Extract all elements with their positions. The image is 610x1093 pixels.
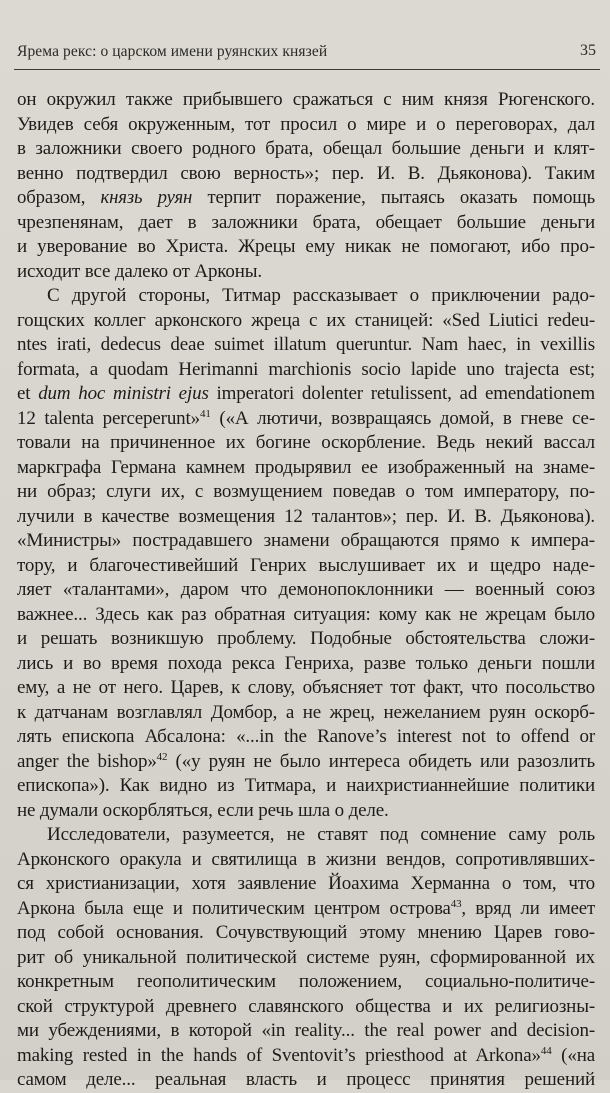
text-line: formata, a quodam Herimanni marchionis socio lapide uno trajecta est; [17, 358, 595, 380]
text-line: Аркона была еще и политическим центром острова$^{43}$, вряд ли имеет [17, 897, 595, 919]
text-line: маркграфа Германа камнем продырявил ее изображенный на знаме- [17, 456, 595, 478]
text-line: он окружил также прибывшего сражаться с ним князя Рюгенского. [17, 89, 595, 110]
footnote-ref: 44 [540, 1044, 552, 1057]
text-line: Арконского оракула и святилища в жизни вендов, сопротивлявших- [17, 848, 595, 870]
text-line: ской структурой древнего славянского общества и их религиозны- [17, 995, 595, 1017]
footnote-ref: 43 [450, 897, 462, 910]
text-line: ся христианизации, хотя заявление Йоахима Херманна о том, что [17, 873, 595, 894]
running-title: Ярема рекс: о царском имени руянских князей [17, 43, 328, 60]
body-text [17, 88, 595, 1093]
text-line: et dum hoc ministri ejus imperatori dolenter retulissent, ad emendationem [17, 383, 595, 404]
text-line: и решать возникшую проблему. Подобные обстоятельства сложи- [17, 628, 595, 649]
text-line: тору, и благочестивейший Генрих выслушивает их и щедро наде- [17, 554, 595, 576]
running-head [17, 40, 596, 70]
footnote-ref: 41 [200, 407, 211, 420]
text-line: «Министры» пострадавшего знамени обращаются прямо к импера- [17, 530, 595, 551]
text-line: в заложники своего родного брата, обещал большие деньги и клят- [17, 138, 595, 159]
text-line: конкретным геополитическим положением, социально-политиче- [17, 971, 595, 992]
text-line: к датчанам возглавлял Домбор, а не жрец, нежеланием руян оскорб- [17, 701, 595, 723]
text-line: лись и во время похода рекса Генриха, разве только деньги пошли [17, 652, 595, 674]
text-line: С другой стороны, Титмар рассказывает о приключении радо- [47, 285, 595, 306]
header-rule [14, 69, 600, 70]
text-line: Исследователи, разумеется, не ставят под сомнение саму роль [47, 824, 595, 845]
text-line: под собой основания. Сочувствующий этому мнению Царев гово- [17, 922, 595, 943]
text-line: ни образ; слуги их, с возмущением поведав о том императору, по- [17, 481, 595, 502]
text-line: Увидев себя окруженным, тот просил о мире и о переговорах, дал [17, 113, 595, 135]
text-line: венно подтвердил свою верность»; пер. И. В. Дьяконова). Таким [17, 162, 595, 184]
text-line: ми убеждениями, в которой «in reality... the real power and decision- [17, 1020, 595, 1041]
text-line: 12 talenta perceperunt»$^{41}$ («А лютичи, возвращаясь домой, в гневе се- [17, 407, 595, 429]
text-line: гощских коллег арконского жреца с их станицей: «Sed Liutici redeu- [17, 309, 595, 331]
text-line: ляет «талантами», даром что демонопоклонники — военный союз [17, 579, 595, 600]
text-line: anger the bishop»$^{42}$ («у руян не было интереса обидеть или разозлить [17, 750, 595, 772]
text-line: важнее... Здесь как раз обратная ситуация: кому как не жрецам было [17, 603, 595, 625]
text-line: making rested in the hands of Sventovit’s priesthood at Arkona»$^{44}$ («на [17, 1044, 595, 1066]
text-line: епископа»). Как видно из Титмара, и наихристианнейшие политики [17, 775, 595, 796]
text-line: исходит все далеко от Арконы. [17, 260, 262, 282]
text-line: товали на причиненное их богине оскорбление. Ведь некий вассал [17, 432, 595, 453]
footnote-ref: 42 [156, 750, 168, 763]
text-line: чрезпенянам, дает в заложники брата, обещает большие деньги [17, 211, 595, 233]
text-line: лучили в качестве возмещения 12 талантов»; пер. И. В. Дьяконова). [17, 505, 595, 527]
text-line: ему, а не от него. Царев, к слову, объясняет тот факт, что посольство [17, 677, 595, 698]
text-line: образом, князь руян терпит поражение, пытаясь оказать помощь [17, 187, 595, 208]
text-line: ntes irati, dedecus deae suimet illatum queruntur. Nam haec, in vexillis [17, 334, 595, 355]
text-line: самом деле... реальная власть и процесс принятия решений [17, 1069, 595, 1090]
italic-phrase: князь руян [100, 187, 193, 208]
text-line: не думали оскорбляться, если речь шла о деле. [17, 799, 389, 821]
text-line: лять епископа Абсалона: «...in the Ranove’s interest not to offend or [17, 726, 595, 747]
text-line: и уверование во Христа. Жрецы ему никак не помогают, ибо про- [17, 236, 595, 257]
italic-phrase: dum hoc ministri ejus [38, 383, 209, 404]
page-number: 35 [580, 42, 596, 59]
text-line: рит об уникальной политической системе руян, сформированной их [17, 946, 595, 968]
